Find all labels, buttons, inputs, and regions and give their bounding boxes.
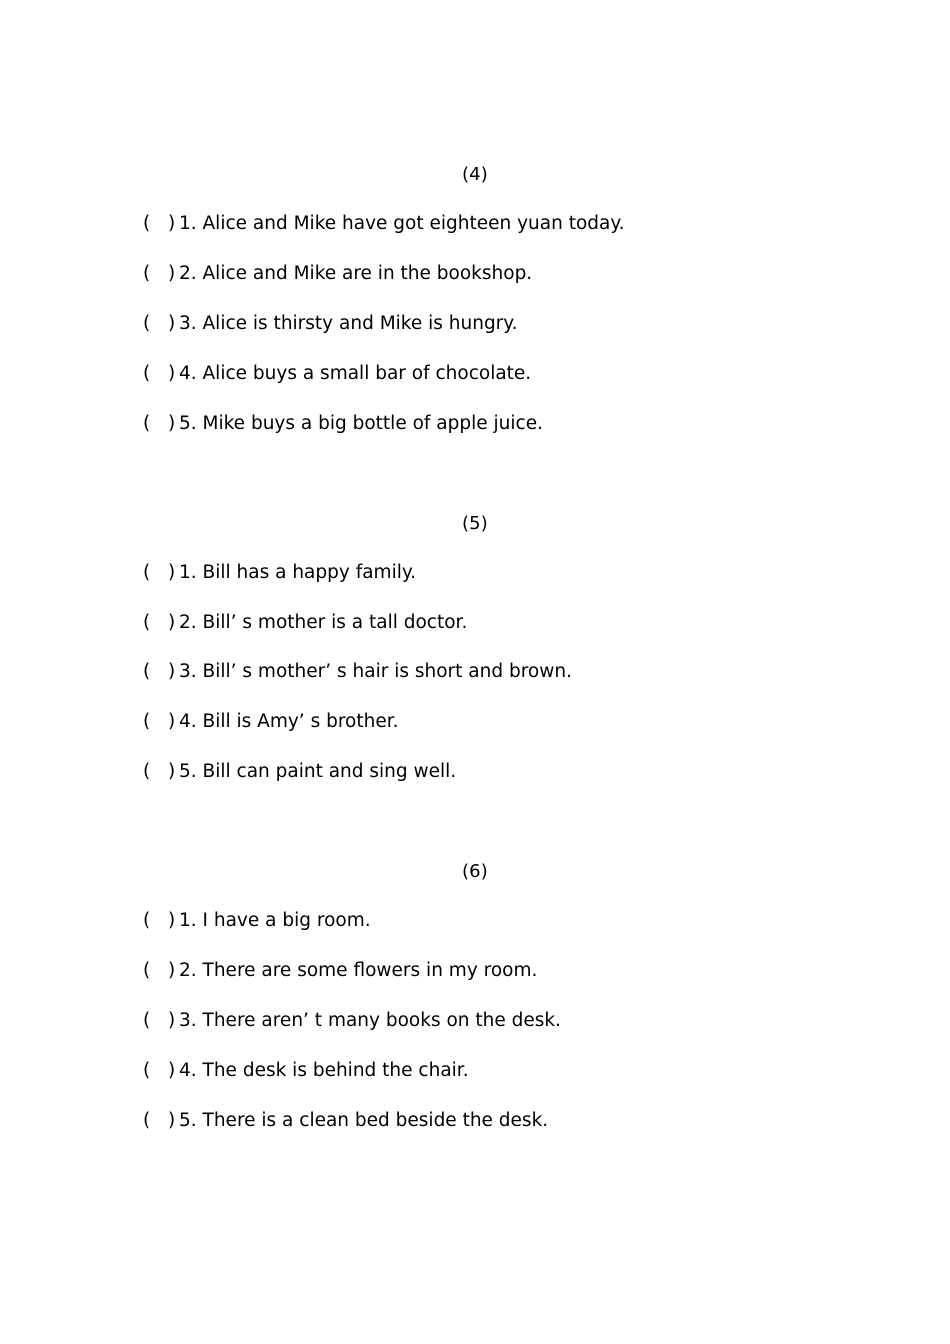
- answer-blank[interactable]: ( ): [143, 363, 176, 384]
- list-item: [143, 910, 371, 932]
- list-item: [143, 1060, 469, 1082]
- list-item: [143, 612, 467, 634]
- statement-text: 5. Bill can paint and sing well.: [179, 761, 457, 782]
- section-heading: (6): [461, 861, 489, 882]
- list-item: [143, 761, 456, 783]
- answer-blank[interactable]: ( ): [143, 1110, 176, 1131]
- list-item: [143, 363, 531, 385]
- answer-blank[interactable]: ( ): [143, 263, 176, 284]
- statement-text: 4. Bill is Amy’ s brother.: [179, 711, 399, 732]
- answer-blank[interactable]: ( ): [143, 761, 176, 782]
- statement-text: 3. Bill’ s mother’ s hair is short and brown.: [179, 661, 572, 682]
- answer-blank[interactable]: ( ): [143, 910, 176, 931]
- section-heading: (5): [461, 513, 489, 534]
- statement-text: 2. There are some flowers in my room.: [179, 960, 538, 981]
- statement-text: 5. Mike buys a big bottle of apple juice.: [179, 413, 543, 434]
- section-heading: (4): [461, 164, 489, 185]
- statement-text: 1. Alice and Mike have got eighteen yuan today.: [179, 213, 625, 234]
- statement-text: 5. There is a clean bed beside the desk.: [179, 1110, 549, 1131]
- statement-text: 2. Bill’ s mother is a tall doctor.: [179, 612, 468, 633]
- statement-text: 4. The desk is behind the chair.: [179, 1060, 469, 1081]
- statement-text: 1. I have a big room.: [179, 910, 371, 931]
- answer-blank[interactable]: ( ): [143, 661, 176, 682]
- answer-blank[interactable]: ( ): [143, 313, 176, 334]
- answer-blank[interactable]: ( ): [143, 711, 176, 732]
- list-item: [143, 413, 543, 435]
- statement-text: 3. Alice is thirsty and Mike is hungry.: [179, 313, 518, 334]
- statement-text: 4. Alice buys a small bar of chocolate.: [179, 363, 532, 384]
- answer-blank[interactable]: ( ): [143, 562, 176, 583]
- statement-text: 1. Bill has a happy family.: [179, 562, 417, 583]
- list-item: [143, 313, 517, 335]
- list-item: [143, 711, 399, 733]
- answer-blank[interactable]: ( ): [143, 1010, 176, 1031]
- statement-text: 2. Alice and Mike are in the bookshop.: [179, 263, 533, 284]
- answer-blank[interactable]: ( ): [143, 213, 176, 234]
- list-item: [143, 562, 416, 584]
- answer-blank[interactable]: ( ): [143, 612, 176, 633]
- list-item: [143, 213, 625, 235]
- list-item: [143, 263, 532, 285]
- answer-blank[interactable]: ( ): [143, 960, 176, 981]
- answer-blank[interactable]: ( ): [143, 413, 176, 434]
- answer-blank[interactable]: ( ): [143, 1060, 176, 1081]
- list-item: [143, 661, 572, 683]
- list-item: [143, 1110, 548, 1132]
- statement-text: 3. There aren’ t many books on the desk.: [179, 1010, 561, 1031]
- list-item: [143, 1010, 561, 1032]
- list-item: [143, 960, 537, 982]
